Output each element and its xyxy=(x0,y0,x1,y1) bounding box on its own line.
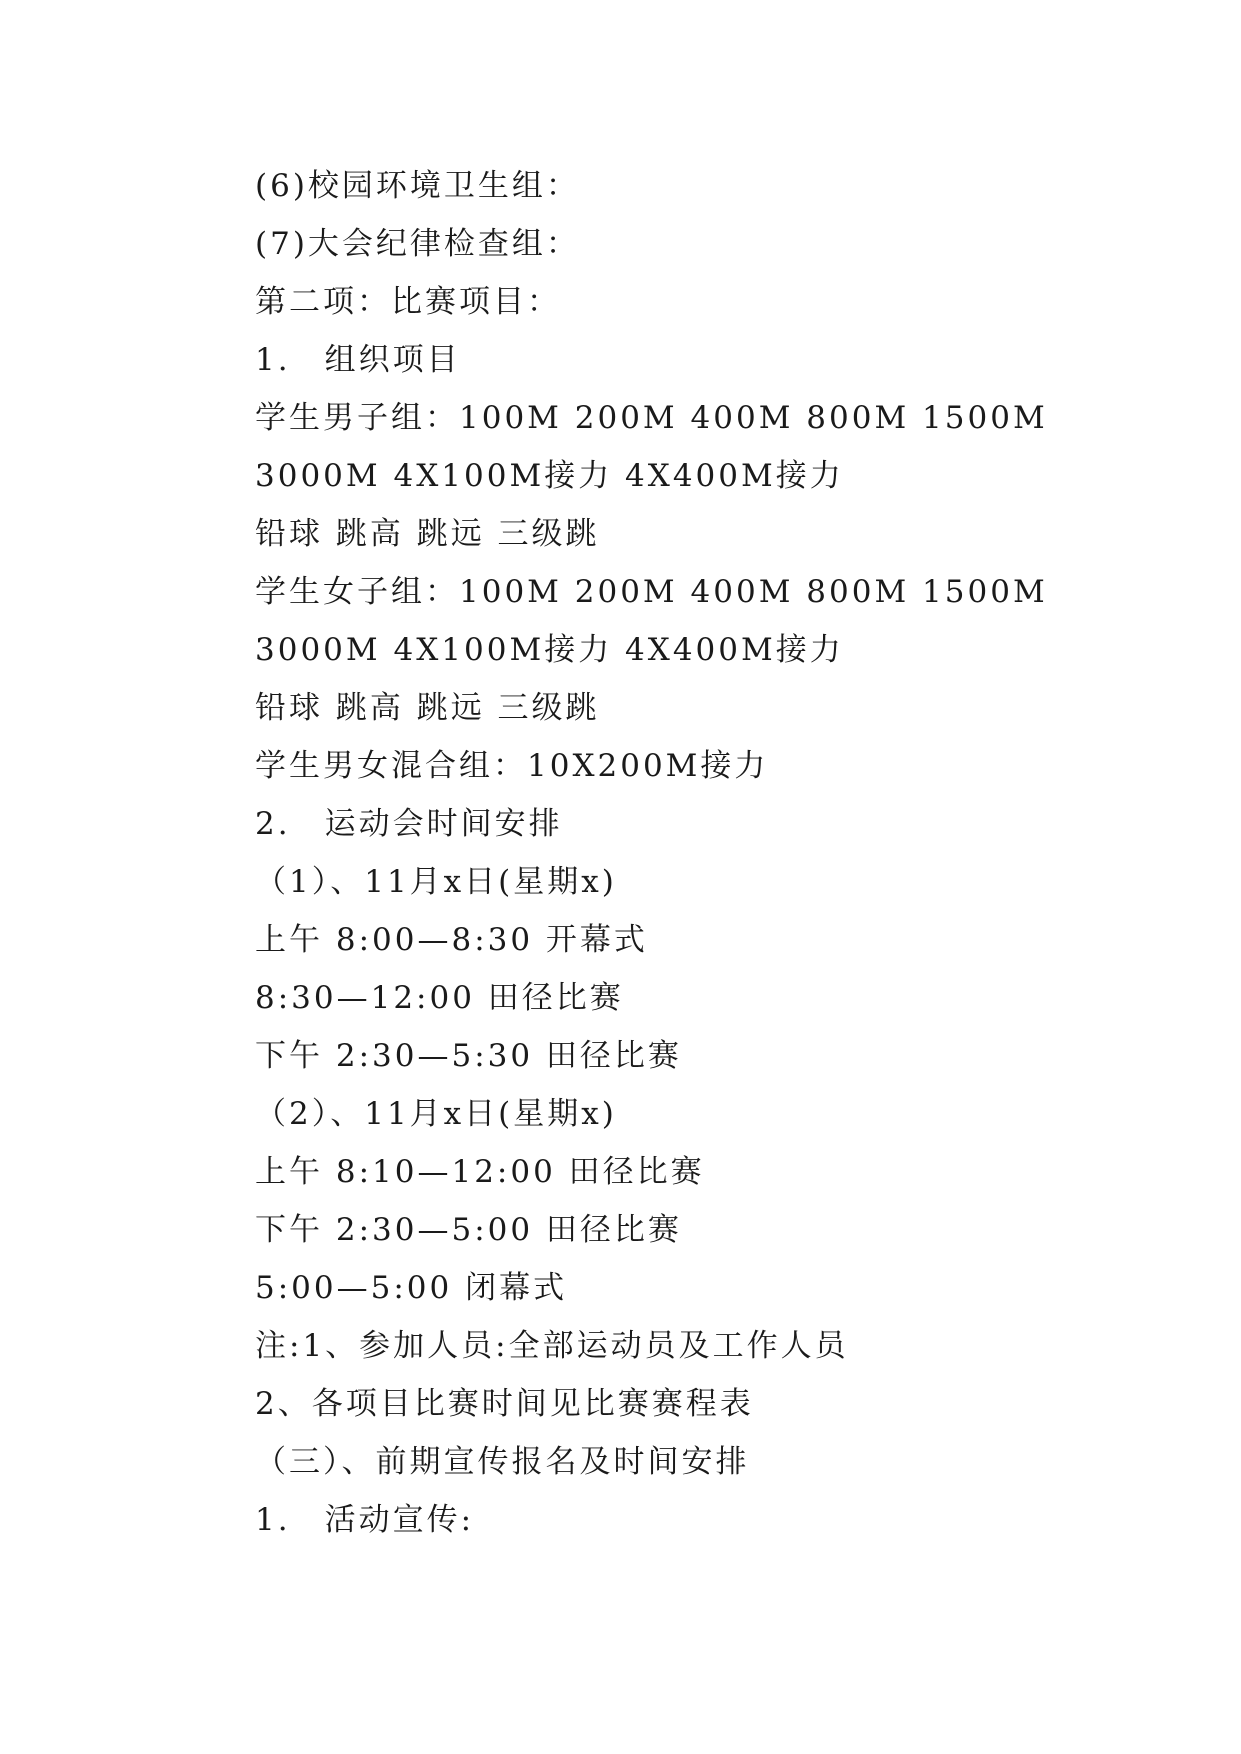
text-line-closing: 5:00—5:00 闭幕式 xyxy=(255,1270,568,1306)
text-line-day2-morning: 上午 8:10—12:00 田径比赛 xyxy=(255,1154,705,1190)
text-line-day2-afternoon: 下午 2:30—5:00 田径比赛 xyxy=(255,1212,682,1248)
text-line-day1-morning: 8:30—12:00 田径比赛 xyxy=(255,980,624,1016)
text-line-mixed-relay: 学生男女混合组：10X200M接力 xyxy=(255,748,769,784)
text-line-male-relays: 3000M 4X100M接力 4X400M接力 xyxy=(255,458,844,494)
text-line-female-relays: 3000M 4X100M接力 4X400M接力 xyxy=(255,632,844,668)
text-line-group7: (7)大会纪律检查组： xyxy=(255,226,580,262)
text-line-note1: 注:1、参加人员:全部运动员及工作人员 xyxy=(255,1328,849,1364)
section-heading-events: 第二项：比赛项目： xyxy=(255,284,561,320)
text-line-female-events: 学生女子组：100M 200M 400M 800M 1500M xyxy=(255,574,1048,610)
text-line-male-field: 铅球 跳高 跳远 三级跳 xyxy=(255,516,600,552)
document-body xyxy=(255,157,1155,1549)
text-line-male-events: 学生男子组：100M 200M 400M 800M 1500M xyxy=(255,400,1048,436)
subheading-organized-events: 1. 组织项目 xyxy=(255,342,461,378)
text-line-day1-opening: 上午 8:00—8:30 开幕式 xyxy=(255,922,648,958)
text-line-group6: (6)校园环境卫生组： xyxy=(255,168,580,204)
subheading-activity-promotion: 1. 活动宣传: xyxy=(255,1502,475,1538)
section-heading-promotion: （三）、前期宣传报名及时间安排 xyxy=(255,1444,750,1480)
text-line-day1-afternoon: 下午 2:30—5:30 田径比赛 xyxy=(255,1038,682,1074)
text-line-day2: （2）、11月x日(星期x) xyxy=(255,1096,617,1132)
subheading-schedule: 2. 运动会时间安排 xyxy=(255,806,563,842)
text-line-day1: （1）、11月x日(星期x) xyxy=(255,864,617,900)
text-line-note2: 2、各项目比赛时间见比赛赛程表 xyxy=(255,1386,754,1422)
text-line-female-field: 铅球 跳高 跳远 三级跳 xyxy=(255,690,600,726)
